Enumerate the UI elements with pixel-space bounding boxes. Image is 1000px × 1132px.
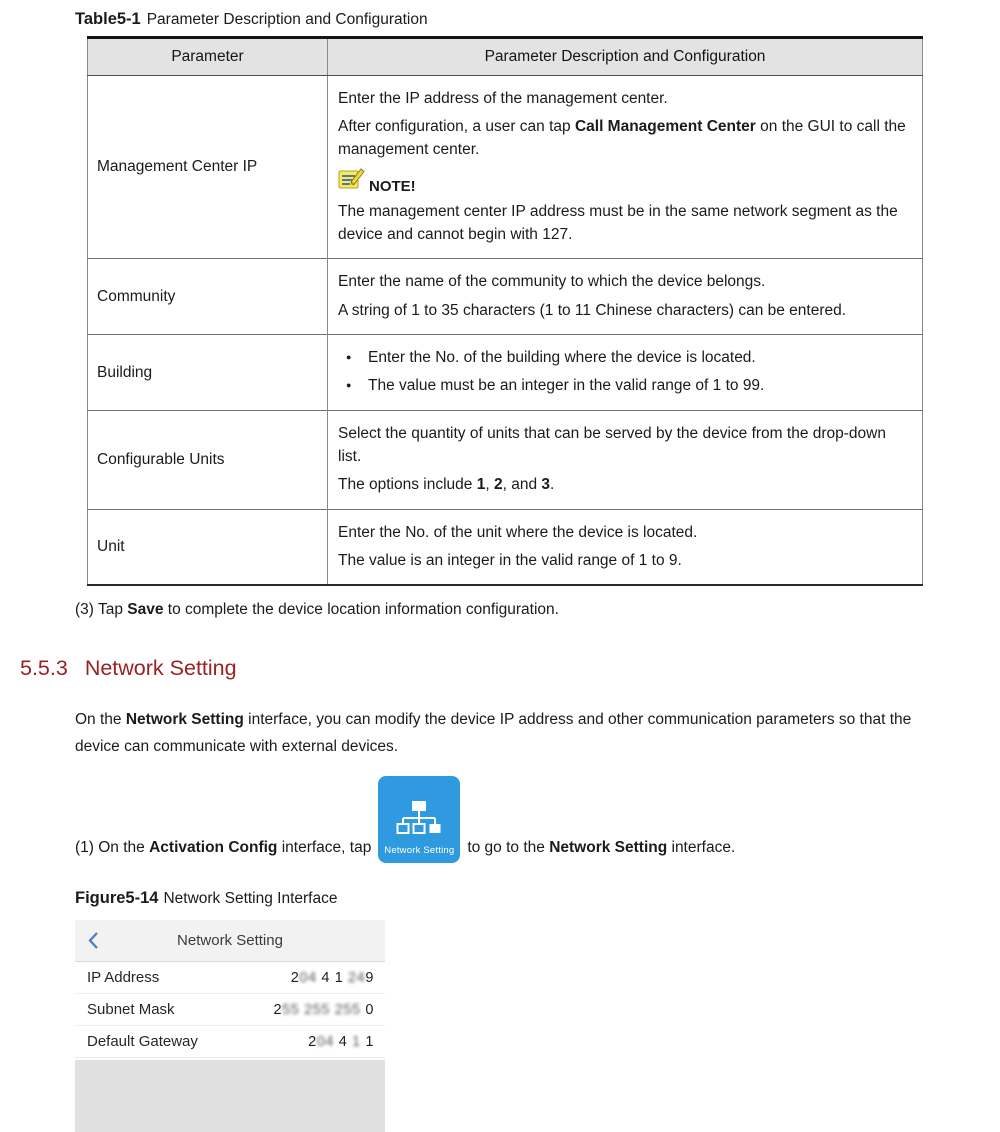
step-1-line xyxy=(75,776,1000,863)
field-value: 204 4 1 1 xyxy=(308,1033,374,1050)
figure-caption-title: Network Setting Interface xyxy=(163,890,338,908)
note-icon xyxy=(338,167,365,195)
phone-row-default-gateway xyxy=(75,1026,385,1058)
desc-line: The options include 1, 2, and 3. xyxy=(338,476,555,494)
table-caption-number: Table5-1 xyxy=(75,10,141,28)
desc-line: The value is an integer in the valid range of 1 to 9. xyxy=(338,552,682,569)
phone-header-bar xyxy=(75,920,385,962)
param-name: Community xyxy=(88,259,328,335)
param-name: Building xyxy=(88,335,328,411)
bullet-list xyxy=(338,348,912,397)
section-heading xyxy=(20,656,1000,681)
param-description xyxy=(328,76,923,259)
header-description: Parameter Description and Configuration xyxy=(328,38,923,76)
note-callout xyxy=(338,167,912,195)
network-setting-tile xyxy=(378,776,460,863)
desc-line: Select the quantity of units that can be served by the device from the drop-down list. xyxy=(338,425,886,465)
header-parameter: Parameter xyxy=(88,38,328,76)
table-caption-title: Parameter Description and Configuration xyxy=(146,11,428,28)
intro-paragraph: On the Network Setting interface, you can modify the device IP address and other communication parameters so that the device can communicate with external devices. xyxy=(75,710,912,756)
desc-line: Enter the No. of the unit where the device is located. xyxy=(338,523,698,541)
table-row-community xyxy=(88,259,923,335)
step-3-text: (3) Tap Save to complete the device location information configuration. xyxy=(75,601,559,619)
desc-line: The management center IP address must be in the same network segment as the device and cannot begin with 127. xyxy=(338,203,898,243)
table-caption xyxy=(75,10,1000,29)
table-row-unit xyxy=(88,509,923,585)
phone-screen-title: Network Setting xyxy=(177,932,283,950)
figure-caption xyxy=(75,889,1000,908)
param-name: Management Center IP xyxy=(88,76,328,259)
bullet-item: ● Enter the No. of the building where the device is located. xyxy=(344,348,912,369)
desc-line: Enter the name of the community to which the device belongs. xyxy=(338,273,766,291)
table-header-row xyxy=(88,38,923,76)
phone-empty-area xyxy=(75,1060,385,1132)
param-description xyxy=(328,411,923,509)
parameter-table xyxy=(87,36,923,586)
chevron-left-icon xyxy=(87,931,99,955)
figure-caption-number: Figure5-14 xyxy=(75,889,159,908)
network-setting-screenshot xyxy=(75,920,385,1132)
phone-row-subnet-mask xyxy=(75,994,385,1026)
section-title: Network Setting xyxy=(84,655,237,680)
network-topology-icon xyxy=(396,799,442,839)
table-row-building xyxy=(88,335,923,411)
field-value: 255 255 255 0 xyxy=(273,1001,374,1018)
field-label: IP Address xyxy=(87,969,160,987)
tile-label: Network Setting xyxy=(384,845,455,857)
param-name: Unit xyxy=(88,509,328,585)
field-label: Default Gateway xyxy=(87,1033,198,1051)
table-row-management-center-ip xyxy=(88,76,923,259)
note-label: NOTE! xyxy=(369,178,416,196)
field-label: Subnet Mask xyxy=(87,1001,175,1019)
desc-line: A string of 1 to 35 characters (1 to 11 Chinese characters) can be entered. xyxy=(338,301,847,319)
step-1-text-left: (1) On the Activation Config interface, tap xyxy=(75,838,372,856)
param-description xyxy=(328,259,923,335)
table-row-configurable-units xyxy=(88,411,923,509)
param-description xyxy=(328,335,923,411)
field-value: 204 4 1 249 xyxy=(290,969,374,986)
param-name: Configurable Units xyxy=(88,411,328,509)
bullet-item: ● The value must be an integer in the valid range of 1 to 99. xyxy=(344,376,912,397)
step-1-text-right: to go to the Network Setting interface. xyxy=(467,838,736,856)
param-description xyxy=(328,509,923,585)
desc-line: After configuration, a user can tap Call Management Center on the GUI to call the management center. xyxy=(338,118,906,158)
desc-line: Enter the IP address of the management center. xyxy=(338,90,668,107)
section-number: 5.5.3 xyxy=(20,655,68,680)
phone-row-ip-address xyxy=(75,962,385,994)
